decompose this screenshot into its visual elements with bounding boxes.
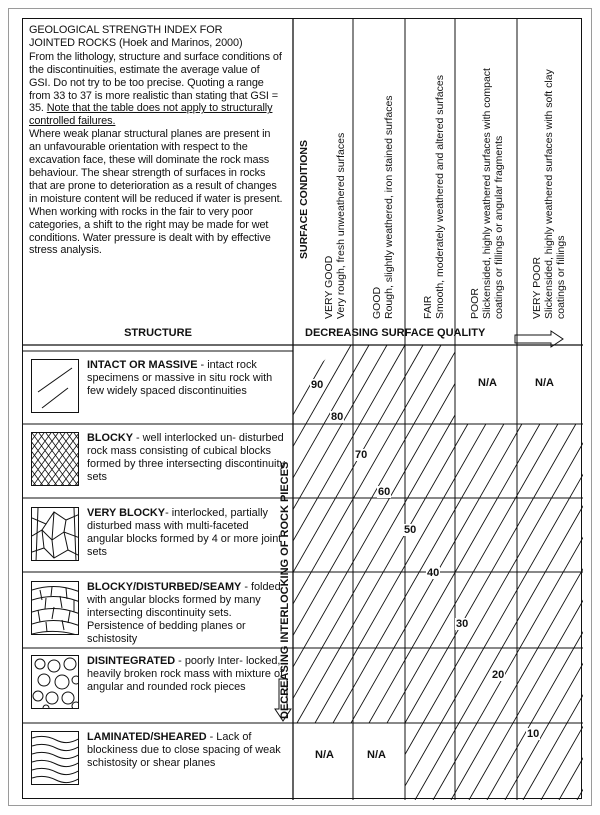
column-poor: POOR Slickensided, highly weathered surfaces with compact coatings or fillings or angular fragments: [469, 68, 505, 319]
laminated-sheared-swatch: [31, 731, 79, 785]
very-blocky-swatch: [31, 507, 79, 561]
gsi-60: 60: [378, 486, 391, 498]
column-good: GOOD Rough, slightly weathered, iron stained surfaces: [371, 95, 395, 319]
intact-massive-swatch: [31, 359, 79, 413]
crosshatch-line: [60, 433, 79, 486]
crosshatch-line: [74, 433, 79, 486]
row-laminated-sheared: LAMINATED/SHEARED - Lack of blockiness due to close spacing of weak schistosity or shear planes: [87, 731, 281, 769]
column-very-poor: VERY POOR Slickensided, highly weathered surfaces with soft clay coatings or fillings: [531, 69, 567, 319]
crosshatch-line: [74, 433, 79, 486]
gsi-90: 90: [311, 379, 324, 391]
decreasing-surface-quality-label: DECREASING SURFACE QUALITY: [305, 327, 486, 339]
na-laminated-very-good: N/A: [315, 749, 334, 761]
gsi-30: 30: [456, 618, 469, 630]
intro-title-line2: JOINTED ROCKS: [29, 36, 117, 49]
gsi-20: 20: [492, 669, 505, 681]
disintegrated-swatch: [31, 655, 79, 709]
structure-header: STRUCTURE: [124, 327, 192, 339]
row-blocky: BLOCKY - well interlocked un- disturbed rock mass consisting of cubical blocks formed by three intersecting discontinuity sets: [87, 432, 285, 483]
na-intact-poor: N/A: [478, 377, 497, 389]
row-blocky-disturbed-seamy: BLOCKY/DISTURBED/SEAMY - folded with angular blocks formed by many intersecting discontinuity sets. Persistence of bedding planes or schistosity: [87, 581, 281, 645]
gsi-70: 70: [355, 449, 368, 461]
blocky-disturbed-swatch: [31, 581, 79, 635]
crosshatch-line: [32, 433, 51, 486]
intro-para1: From the lithology, structure and surface conditions of the discontinuities, estimate the average value of GSI. Do not try to be too precise. Quoting a range from 33 to 37 is more realistic than stating that GSI = 35.: [29, 50, 282, 115]
intro-para2: Where weak planar structural planes are present in an unfavourable orientation with respect to the excavation face, these will dominate the rock mass behaviour. The shear strength of surfaces in rocks that are prone to deterioration as a result of changes in moisture content will be reduced if water is present. When working with rocks in the fair to very poor categories, a shift to the right may be made for wet conditions. Water pressure is dealt with by effective stress analysis.: [29, 128, 283, 257]
gsi-50: 50: [404, 524, 417, 536]
row-disintegrated: DISINTEGRATED - poorly Inter- locked, heavily broken rock mass with mixture of angular and rounded rock pieces: [87, 655, 284, 693]
gsi-chart: [22, 18, 582, 799]
gsi-10: 10: [527, 728, 540, 740]
crosshatch-line: [60, 433, 79, 486]
crosshatch-line: [32, 433, 37, 486]
intro-title-line1: GEOLOGICAL STRENGTH INDEX FOR: [29, 24, 223, 36]
intro-citation: (Hoek and Marinos, 2000): [116, 36, 243, 49]
column-fair: FAIR Smooth, moderately weathered and altered surfaces: [422, 75, 446, 319]
column-very-good: VERY GOOD Very rough, fresh unweathered surfaces: [323, 132, 347, 319]
intro-underlined: Note that the table does not apply to structurally controlled failures.: [29, 102, 273, 128]
intro-block: [29, 24, 283, 257]
crosshatch-line: [32, 433, 37, 486]
row-very-blocky: VERY BLOCKY- interlocked, partially disturbed mass with multi-faceted angular blocks formed by 4 or more joint sets: [87, 507, 282, 558]
na-intact-very-poor: N/A: [535, 377, 554, 389]
decreasing-interlocking-label: DECREASING INTERLOCKING OF ROCK PIECES: [279, 461, 291, 719]
blocky-swatch: [31, 432, 79, 486]
gsi-80: 80: [331, 411, 344, 423]
surface-conditions-label: SURFACE CONDITIONS: [298, 139, 310, 259]
gsi-40: 40: [427, 567, 440, 579]
na-laminated-good: N/A: [367, 749, 386, 761]
crosshatch-line: [32, 433, 51, 486]
row-intact-massive: INTACT OR MASSIVE - intact rock specimens or massive in situ rock with few widely spaced discontinuities: [87, 359, 273, 397]
